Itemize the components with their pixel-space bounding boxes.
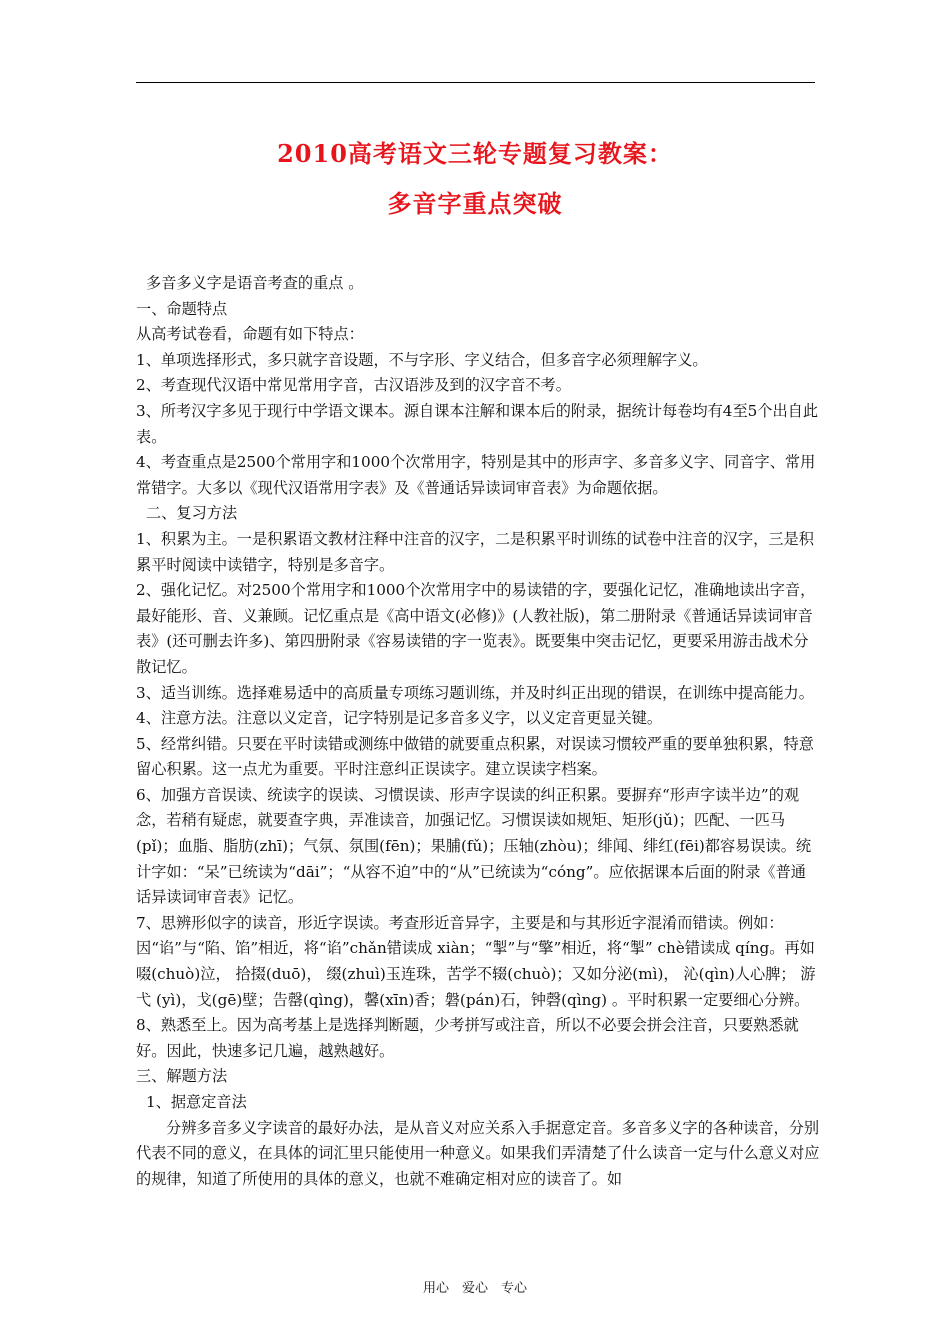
- body-paragraph: 2、考查现代汉语中常见常用字音，古汉语涉及到的汉字音不考。: [136, 376, 571, 395]
- body-paragraph: 1、据意定音法: [146, 1093, 247, 1111]
- page-footer: 用心 爱心 专心: [422, 1281, 527, 1296]
- body-paragraph: 多音多义字是语音考查的重点 。: [146, 274, 364, 292]
- header-rule: [136, 82, 815, 83]
- body-paragraph: 8、熟悉至上。因为高考基上是选择判断题，少考拼写或注音，所以不必要会拼会注音，只要熟悉就好。因此，快速多记几遍，越熟越好。: [136, 1016, 799, 1060]
- body-paragraph: 分辨多音多义字读音的最好办法，是从音义对应关系入手据意定音。多音多义字的各种读音，分别代表不同的意义，在具体的词汇里只能使用一种意义。如果我们弄清楚了什么读音一定与什么意义对应的规律，知道了所使用的具体的意义，也就不难确定相对应的读音了。如: [136, 1118, 820, 1188]
- body-paragraph: 一、命题特点: [136, 299, 228, 318]
- body-paragraph: 1、单项选择形式，多只就字音设题，不与字形、字义结合，但多音字必须理解字义。: [136, 350, 708, 369]
- body-paragraph: 6、加强方音误读、统读字的误读、习惯误读、形声字误读的纠正积累。要摒弃“形声字读半边”的观念，若稍有疑虑，就要查字典，弄准读音，加强记忆。习惯误读如规矩、矩形(jǔ)；匹配、一匹马(pǐ)；血脂、脂肪(zhī)；气氛、氛围(fēn)；果脯(fǔ)；压轴(zhòu)；绯闻、绯红(fēi)都容易误读。统计字如：“呆”已统读为“dāi”；“从容不迫”中的“从”已统读为“cóng”。应依据课本后面的附录《普通话异读词审音表》记忆。: [136, 785, 812, 907]
- body-paragraph: 三、解题方法: [136, 1067, 228, 1086]
- body-paragraph: 4、注意方法。注意以义定音，记字特别是记多音多义字，以义定音更显关键。: [136, 709, 663, 728]
- body-paragraph: 二、复习方法: [146, 504, 238, 523]
- body-paragraph: 2、强化记忆。对2500个常用字和1000个次常用字中的易读错的字，要强化记忆，准确地读出字音，最好能形、音、义兼顾。记忆重点是《高中语文(必修)》(人教社版)，第二册附录《普通话异读词审音表》(还可删去许多)、第四册附录《容易读错的字一览表》。既要集中突击记忆，更要采用游击战术分散记忆。: [136, 581, 816, 676]
- body-paragraph: 3、适当训练。选择难易适中的高质量专项练习题训练，并及时纠正出现的错误，在训练中提高能力。: [136, 683, 814, 702]
- body-paragraph: 1、积累为主。一是积累语文教材注释中注音的汉字，二是积累平时训练的试卷中注音的汉字，三是积累平时阅读中读错字，特别是多音字。: [136, 529, 814, 574]
- document-body: [136, 271, 820, 1192]
- document-title: 2010高考语文三轮专题复习教案：: [277, 139, 673, 168]
- body-paragraph: 4、考查重点是2500个常用字和1000个次常用字，特别是其中的形声字、多音多义字、同音字、常用常错字。大多以《现代汉语常用字表》及《普通话异读词审音表》为命题依据。: [136, 453, 816, 497]
- body-paragraph: 5、经常纠错。只要在平时读错或测练中做错的就要重点积累，对误读习惯较严重的要单独积累，特意留心积累。这一点尤为重要。平时注意纠正误读字。建立误读字档案。: [136, 734, 814, 779]
- body-paragraph: 7、思辨形似字的读音，形近字误读。考查形近音异字，主要是和与其形近字混淆而错读。例如：因“谄”与“陷、馅”相近，将“谄”chǎn错读成 xiàn；“掣”与“擎”相近，将“掣” chè错读成 qíng。再如啜(chuò)泣， 拾掇(duō)， 缀(zhuì)玉连珠，苦学不辍(chuò)；又如分泌(mì)， 沁(qìn)人心脾； 游弋 (yì)，戈(gē)壁；告罄(qìng)，馨(xīn)香；磐(pán)石，钟磬(qìng) 。平时积累一定要细心分辨。: [136, 913, 816, 1009]
- body-paragraph: 从高考试卷看，命题有如下特点：: [136, 325, 364, 344]
- body-paragraph: 3、所考汉字多见于现行中学语文课本。源自课本注解和课本后的附录，据统计每卷均有4至5个出自此表。: [136, 401, 819, 446]
- document-subtitle: 多音字重点突破: [387, 189, 563, 218]
